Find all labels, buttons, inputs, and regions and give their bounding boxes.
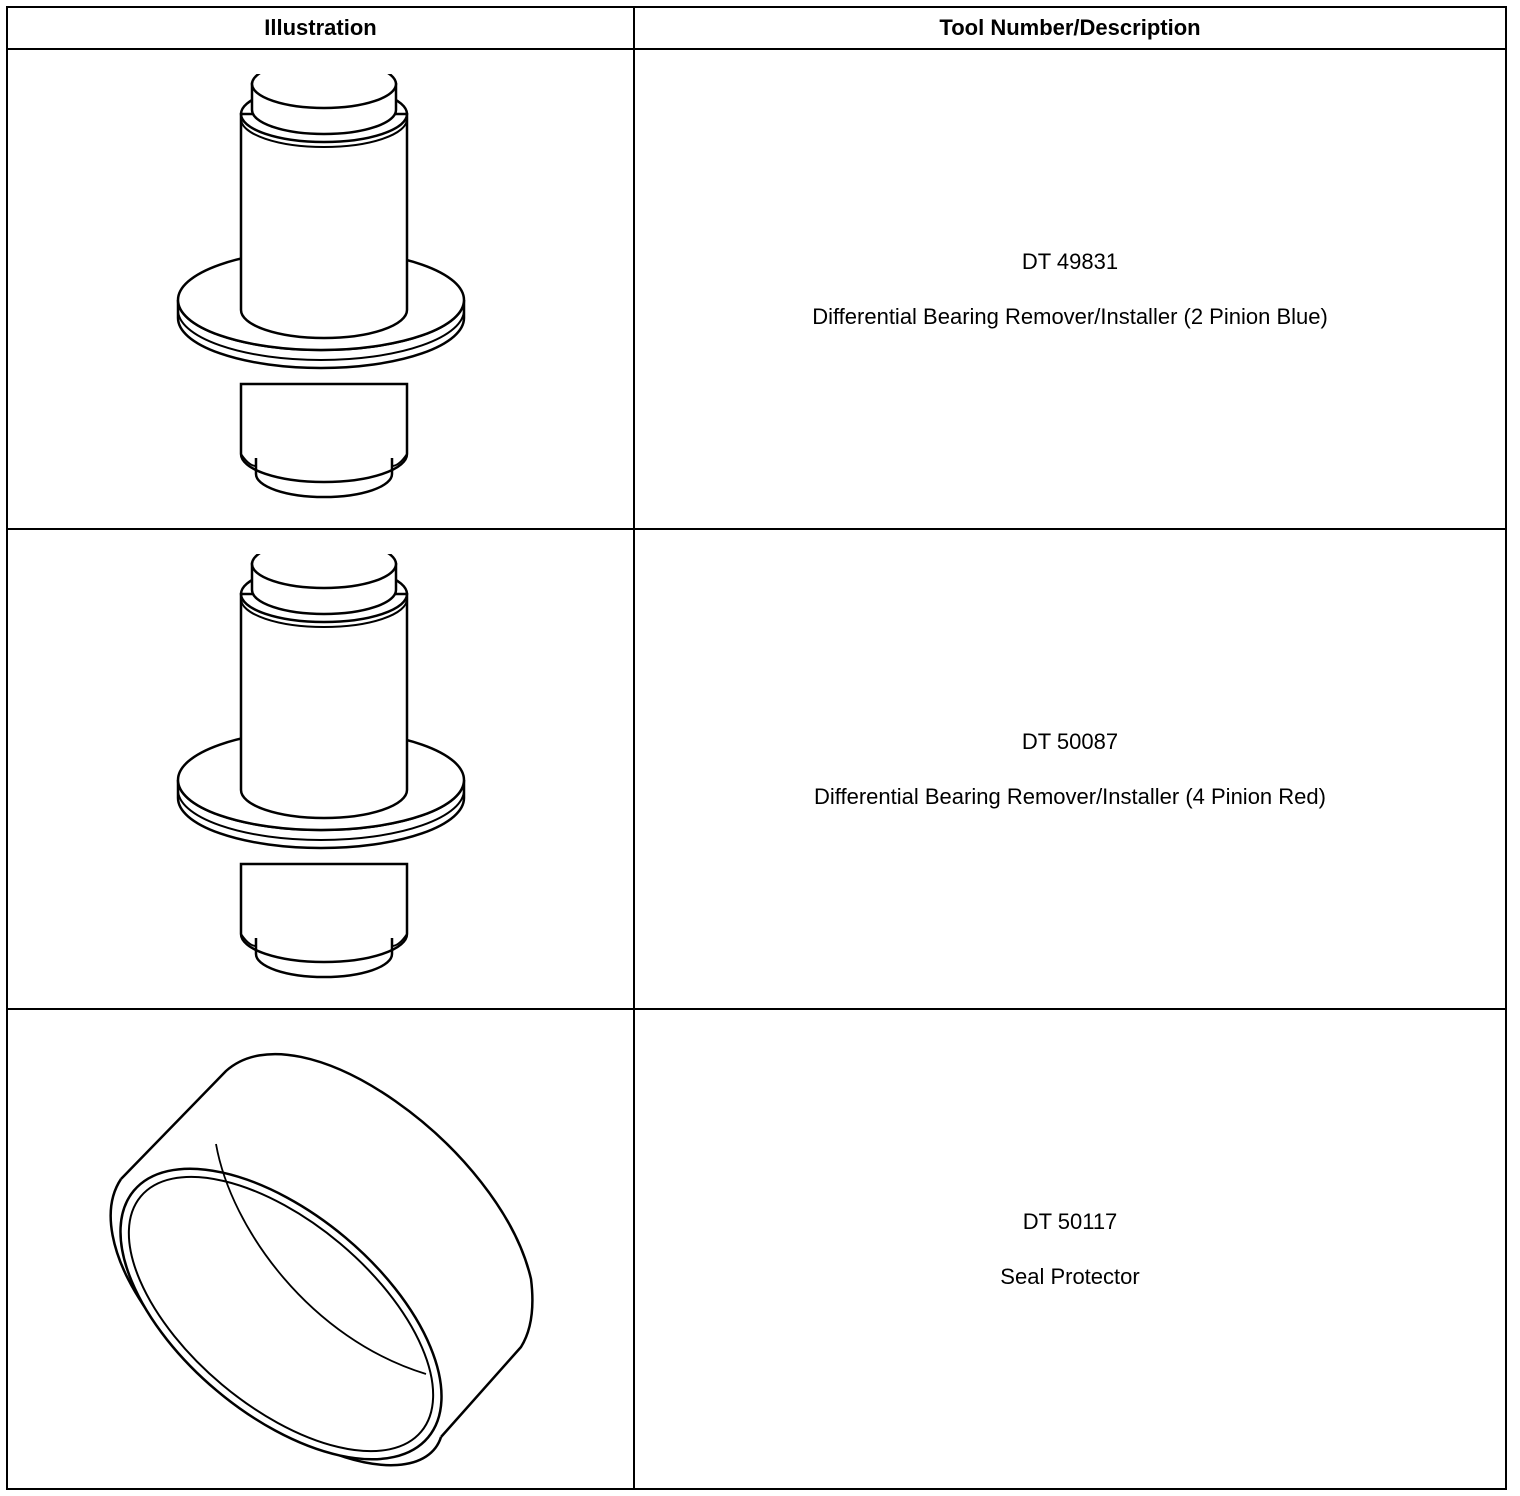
- tool-number: DT 49831: [1021, 248, 1119, 274]
- tool-table: [6, 6, 1507, 1490]
- bearing-remover-installer-illustration: [171, 74, 471, 504]
- tool-description-cell: [634, 1009, 1506, 1489]
- table-row: [7, 49, 1506, 529]
- tool-description: Differential Bearing Remover/Installer (2 Pinion Blue): [812, 303, 1328, 329]
- table-row: [7, 529, 1506, 1009]
- table-row: [7, 1009, 1506, 1489]
- table-header-row: [7, 7, 1506, 49]
- header-illustration: Illustration: [7, 7, 634, 49]
- illustration-cell: [7, 529, 634, 1009]
- tool-description: Seal Protector: [1000, 1263, 1140, 1289]
- seal-protector-illustration: [101, 1029, 541, 1469]
- bearing-remover-installer-illustration: [171, 554, 471, 984]
- illustration-cell: [7, 1009, 634, 1489]
- tool-number: DT 50087: [1021, 728, 1119, 754]
- tool-description-cell: [634, 49, 1506, 529]
- illustration-cell: [7, 49, 634, 529]
- tool-number: DT 50117: [1022, 1208, 1118, 1234]
- tool-description-cell: [634, 529, 1506, 1009]
- tool-description: Differential Bearing Remover/Installer (4 Pinion Red): [814, 783, 1326, 809]
- header-tool-number-description: Tool Number/Description: [634, 7, 1506, 49]
